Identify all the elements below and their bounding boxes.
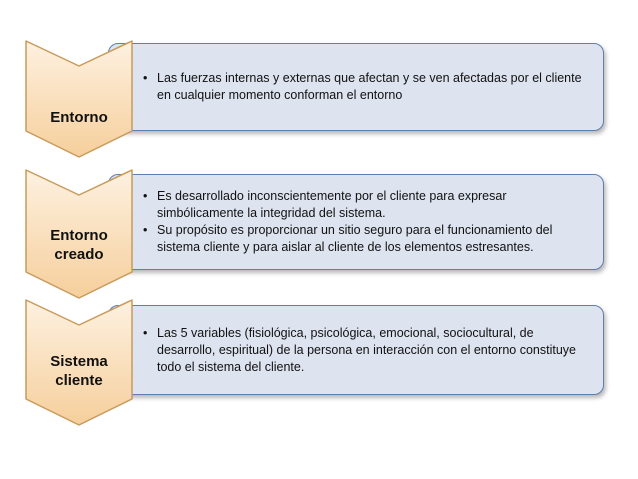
chevron-shape bbox=[26, 300, 132, 425]
stage-label-line: cliente bbox=[55, 372, 103, 389]
bullet-list bbox=[109, 325, 603, 376]
description-box bbox=[108, 305, 604, 395]
bullet-item: • Las 5 variables (fisiológica, psicológica, emocional, sociocultural, de desarrollo, espiritual) de la persona en interacción con el entorno constituye todo el sistema del cliente. bbox=[147, 325, 591, 376]
chevron-shape bbox=[26, 41, 132, 157]
stage-label bbox=[26, 352, 132, 390]
bullet-item: • Es desarrollado inconscientemente por el cliente para expresar simbólicamente la integridad del sistema. bbox=[147, 188, 591, 222]
bullet-list bbox=[109, 188, 603, 256]
description-box bbox=[108, 174, 604, 270]
bullet-item: • Su propósito es proporcionar un sitio seguro para el funcionamiento del sistema cliente y para aislar al cliente de los elementos estresantes. bbox=[147, 222, 591, 256]
bullet-item: • Las fuerzas internas y externas que afectan y se ven afectadas por el cliente en cualquier momento conforman el entorno bbox=[147, 70, 591, 104]
stage-label-line: Entorno bbox=[50, 109, 108, 126]
stage-label-line: creado bbox=[54, 246, 104, 263]
stage-label bbox=[26, 108, 132, 127]
stage-label-line: Entorno bbox=[50, 227, 108, 244]
chevron-graphic bbox=[26, 41, 132, 157]
stage-label bbox=[26, 226, 132, 264]
bullet-list bbox=[109, 70, 603, 104]
stage-label-line: Sistema bbox=[50, 353, 108, 370]
chevron-shape bbox=[26, 170, 132, 298]
description-box bbox=[108, 43, 604, 131]
